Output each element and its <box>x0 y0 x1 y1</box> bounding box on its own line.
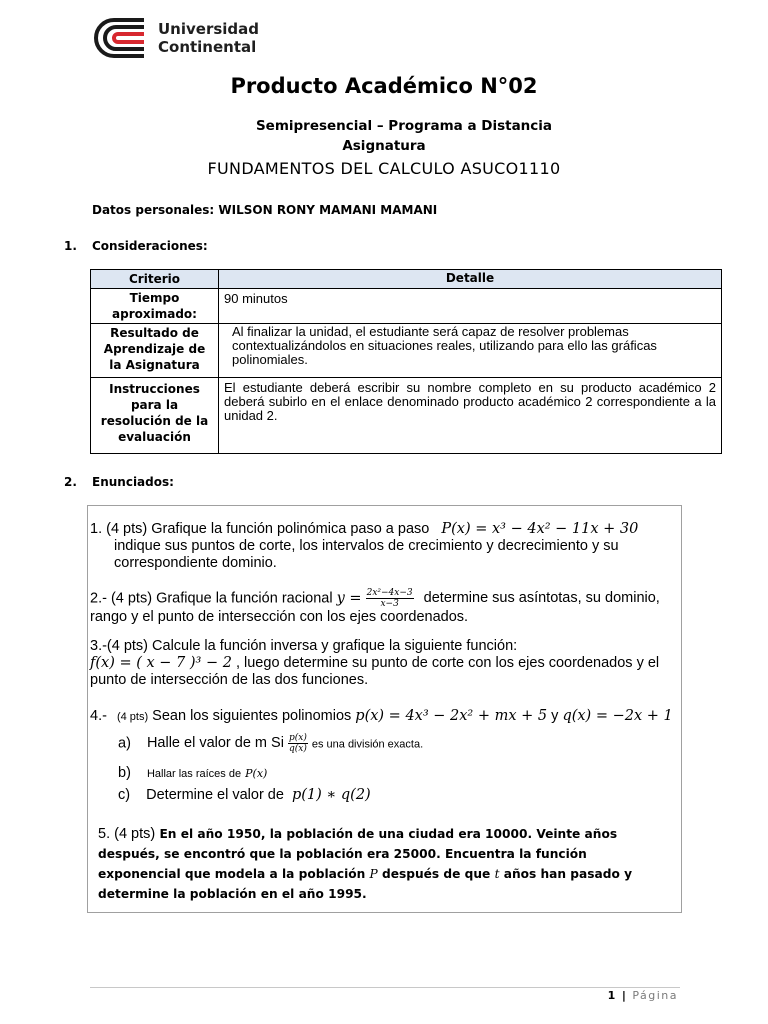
q4b-formula: P(x) <box>245 767 268 780</box>
q3-suffix: , luego determine su punto de corte con los ejes coordenados y el <box>235 655 660 671</box>
q2-line2: rango y el punto de intersección con los ejes coordenados. <box>90 609 469 625</box>
q4-a <box>118 733 423 754</box>
q4b-text: Hallar las raíces de <box>146 768 242 780</box>
q5-end: años han pasado y determine la población en el año 1995. <box>98 867 633 901</box>
q4a-label: a) <box>118 735 131 752</box>
section-label: Enunciados: <box>92 475 174 489</box>
q1-line2: indique sus puntos de corte, los intervalos de crecimiento y decrecimiento y su <box>114 538 619 554</box>
asignatura-label: Asignatura <box>342 138 426 154</box>
q1-prefix: 1. (4 pts) Grafique la función polinómica paso a paso <box>90 521 430 537</box>
question-3: 3.-(4 pts) Calcule la función inversa y grafique la siguiente función: <box>90 638 518 654</box>
question-2 <box>90 588 660 609</box>
course-title: FUNDAMENTOS DEL CALCULO ASUCO1110 <box>207 159 561 178</box>
table-cell-detalle: 90 minutos <box>219 289 722 324</box>
q1-formula: P(x) = x³ − 4x² − 11x + 30 <box>441 521 639 537</box>
q4-text: Sean los siguientes polinomios <box>152 708 352 724</box>
q4-c <box>118 787 371 804</box>
footer-divider <box>90 987 680 988</box>
question-5 <box>98 824 654 904</box>
q3-line3: punto de intersección de las dos funciones. <box>90 672 369 688</box>
criteria-table <box>90 269 722 454</box>
table-cell-criterio: Resultado de Aprendizaje de la Asignatura <box>91 324 219 378</box>
q4a-denominator: q(x) <box>288 744 307 754</box>
q4c-label: c) <box>118 787 131 803</box>
q4c-formula: p(1) ∗ q(2) <box>291 787 371 803</box>
q4a-fraction <box>288 733 308 754</box>
q4-b <box>118 765 267 783</box>
questions-box <box>87 505 682 913</box>
table-cell-criterio: Instrucciones para la resolución de la evaluación <box>91 378 219 454</box>
table-header-detalle: Detalle <box>219 270 722 289</box>
university-logo <box>92 16 262 60</box>
question-4 <box>90 708 673 726</box>
q2-numerator: 2x²−4x−3 <box>366 588 413 598</box>
q3-line2 <box>90 655 659 672</box>
q5-lead: 5. (4 pts) <box>98 826 156 842</box>
logo-line1: Universidad <box>158 20 260 38</box>
personal-data: Datos personales: WILSON RONY MAMANI MAMANI <box>92 203 438 217</box>
q5-text: En el año 1950, la población de una ciudad era 10000. Veinte años después, se encontró que la población era 25000. Encuentra la función exponencial que modela a la población <box>98 827 618 881</box>
table-row <box>91 289 722 324</box>
q2-fraction <box>366 588 414 609</box>
q4a-numerator: p(x) <box>288 733 307 743</box>
table-cell-detalle: Al finalizar la unidad, el estudiante será capaz de resolver problemas contextualizándolos en situaciones reales, utilizando para ello las gráficas polinomiales. <box>219 324 722 378</box>
q2-prefix: 2.- (4 pts) Grafique la función racional <box>90 590 333 607</box>
q4-p-formula: p(x) = 4x³ − 2x² + mx + 5 <box>355 708 548 724</box>
table-row <box>91 378 722 454</box>
q4a-suffix: es una división exacta. <box>311 738 424 751</box>
q5-t: t <box>494 867 500 881</box>
page-number: 1 <box>607 989 617 1002</box>
section-number: 1. <box>64 239 77 253</box>
table-cell-criterio: Tiempo aproximado: <box>91 289 219 324</box>
page-footer <box>560 989 678 1002</box>
university-logo-icon <box>92 16 152 60</box>
page-label: Página <box>632 989 678 1002</box>
logo-line2: Continental <box>158 38 257 56</box>
q3-formula: f(x) = ( x − 7 )³ − 2 <box>90 655 232 671</box>
page-title: Producto Académico N°02 <box>230 74 538 98</box>
footer-separator: | <box>621 989 628 1002</box>
q4-num: 4.- <box>90 708 107 724</box>
q4-q-formula: q(x) = −2x + 1 <box>562 708 673 724</box>
table-row <box>91 324 722 378</box>
table-cell-detalle: El estudiante deberá escribir su nombre completo en su producto académico 2 deberá subirlo en el enlace denominado producto académico 2 correspondiente a la unidad 2. <box>219 378 722 454</box>
q1-line3: correspondiente dominio. <box>114 555 277 571</box>
q4-y: y <box>551 708 559 724</box>
section-label: Consideraciones: <box>92 239 208 253</box>
table-header-criterio: Criterio <box>91 270 219 289</box>
q5-mid: después de que <box>382 867 491 881</box>
q4b-label: b) <box>118 765 131 781</box>
q2-suffix: determine sus asíntotas, su dominio, <box>423 590 660 607</box>
question-1 <box>90 521 638 538</box>
q4-pts: (4 pts) <box>116 711 149 723</box>
q4c-text: Determine el valor de <box>146 787 284 803</box>
q5-P: P <box>369 867 378 881</box>
q2-denominator: x−3 <box>380 599 399 609</box>
q2-y: y = <box>336 590 362 607</box>
q4a-text: Halle el valor de m Si <box>146 735 284 752</box>
subtitle: Semipresencial – Programa a Distancia <box>255 118 553 134</box>
section-number: 2. <box>64 475 77 489</box>
